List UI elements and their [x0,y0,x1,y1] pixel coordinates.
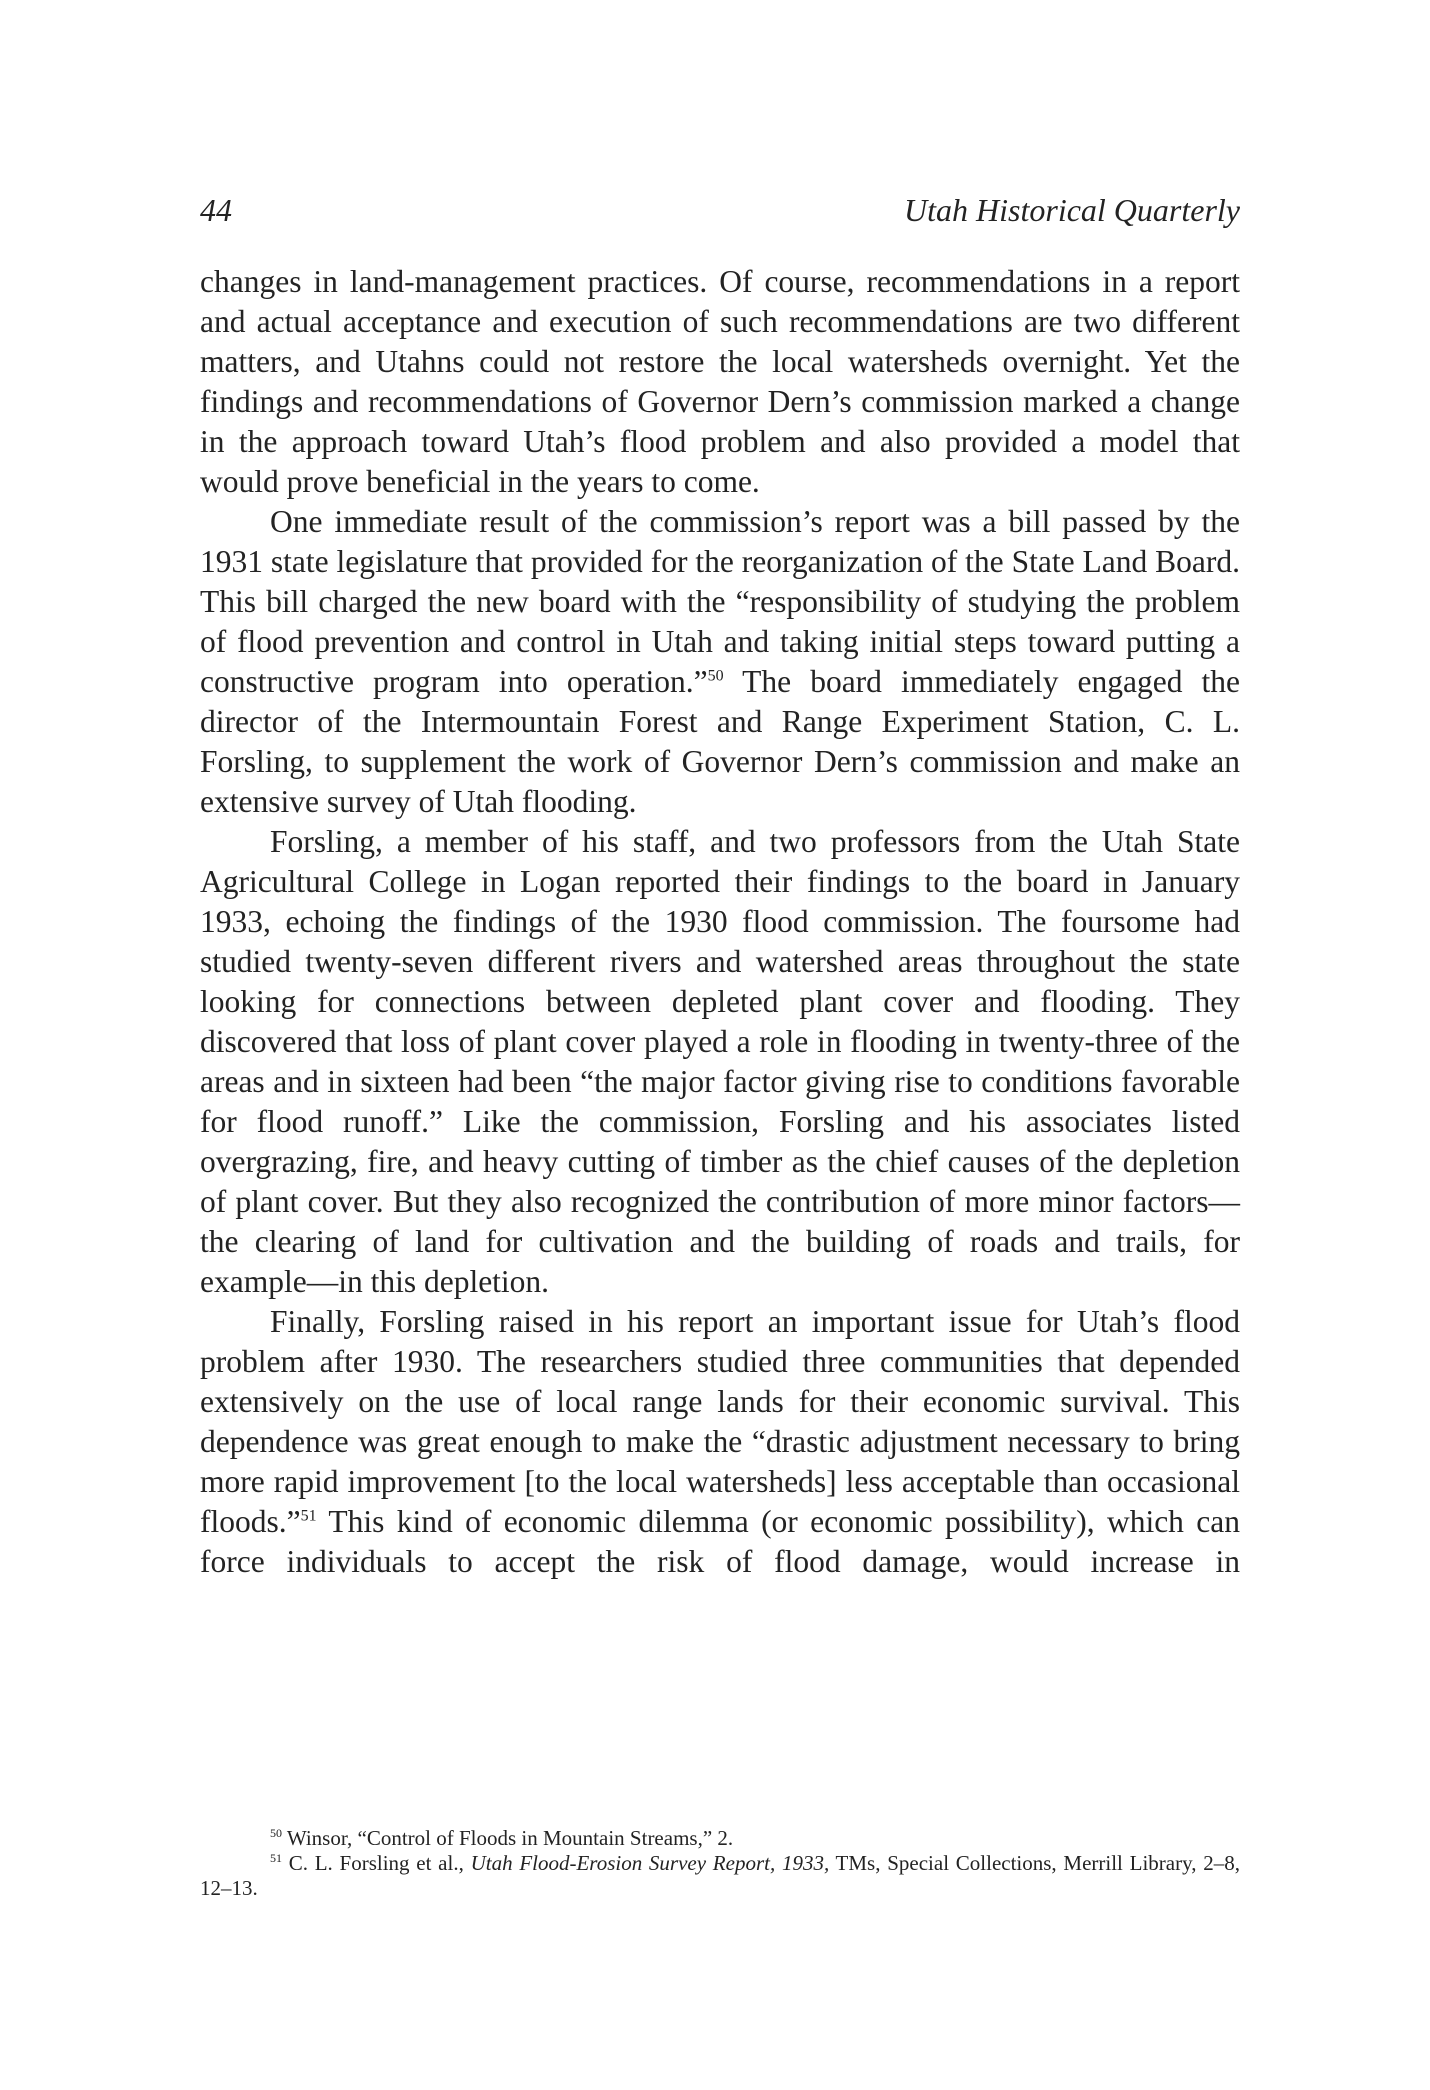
footnote-number: 50 [270,1826,282,1840]
footnote-number: 51 [270,1851,282,1865]
body-text [200,262,1240,1582]
paragraph-2: One immediate result of the commission’s report was a bill passed by the 1931 state legislature that provided for the reorganization of the State Land Board. This bill charged the new board with the “responsibility of studying the problem of flood prevention and control in Utah and taking initial steps toward putting a constructive program into operation.”$^{50}$ The board immediately engaged the director of the Intermountain Forest and Range Experiment Station, C. L. Forsling, to supplement the work of Governor Dern’s commission and make an extensive survey of Utah flooding. [200,504,1240,819]
paragraph-4: Finally, Forsling raised in his report an important issue for Utah’s flood problem after 1930. The researchers studied three communities that depended extensively on the use of local range lands for their economic survival. This dependence was great enough to make the “drastic adjustment necessary to bring more rapid improvement [to the local watersheds] less acceptable than occasional floods.”$^{51}$ This kind of economic dilemma (or economic possibility), which can force individuals to accept the risk of flood damage, would increase in [200,1304,1240,1579]
footnote-ref-50[interactable]: 50 [707,667,724,685]
footnote-51: $^{51}$ C. L. Forsling et al., Utah Flood-Erosion Survey Report, 1933, TMs, Special Collections, Merrill Library, 2–8, 12–13. [200,1851,1240,1900]
footnote-ref-51[interactable]: 51 [300,1507,317,1525]
running-header [200,192,1240,242]
paragraph-3: Forsling, a member of his staff, and two professors from the Utah State Agricultural College in Logan reported their findings to the board in January 1933, echoing the findings of the 1930 flood commission. The foursome had studied twenty-seven different rivers and watershed areas throughout the state looking for connections between depleted plant cover and flooding. They discovered that loss of plant cover played a role in flooding in twenty-three of the areas and in sixteen had been “the major factor giving rise to conditions favorable for flood runoff.” Like the commission, Forsling and his associates listed overgrazing, fire, and heavy cutting of timber as the chief causes of the depletion of plant cover. But they also recognized the contribution of more minor factors—the clearing of land for cultivation and the building of roads and trails, for example—in this depletion. [200,824,1240,1299]
cited-title: Utah Flood-Erosion Survey Report, 1933, [470,1851,830,1875]
journal-title: Utah Historical Quarterly [904,192,1240,228]
footnote-50: $^{50}$ Winsor, “Control of Floods in Mountain Streams,” 2. [270,1826,734,1850]
footnotes [200,1826,1240,1901]
page-number: 44 [200,192,232,228]
paragraph-1: changes in land-management practices. Of course, recommendations in a report and actual acceptance and execution of such recommendations are two different matters, and Utahns could not restore the local watersheds overnight. Yet the findings and recommendations of Governor Dern’s commission marked a change in the approach toward Utah’s flood problem and also provided a model that would prove beneficial in the years to come. [200,264,1240,499]
